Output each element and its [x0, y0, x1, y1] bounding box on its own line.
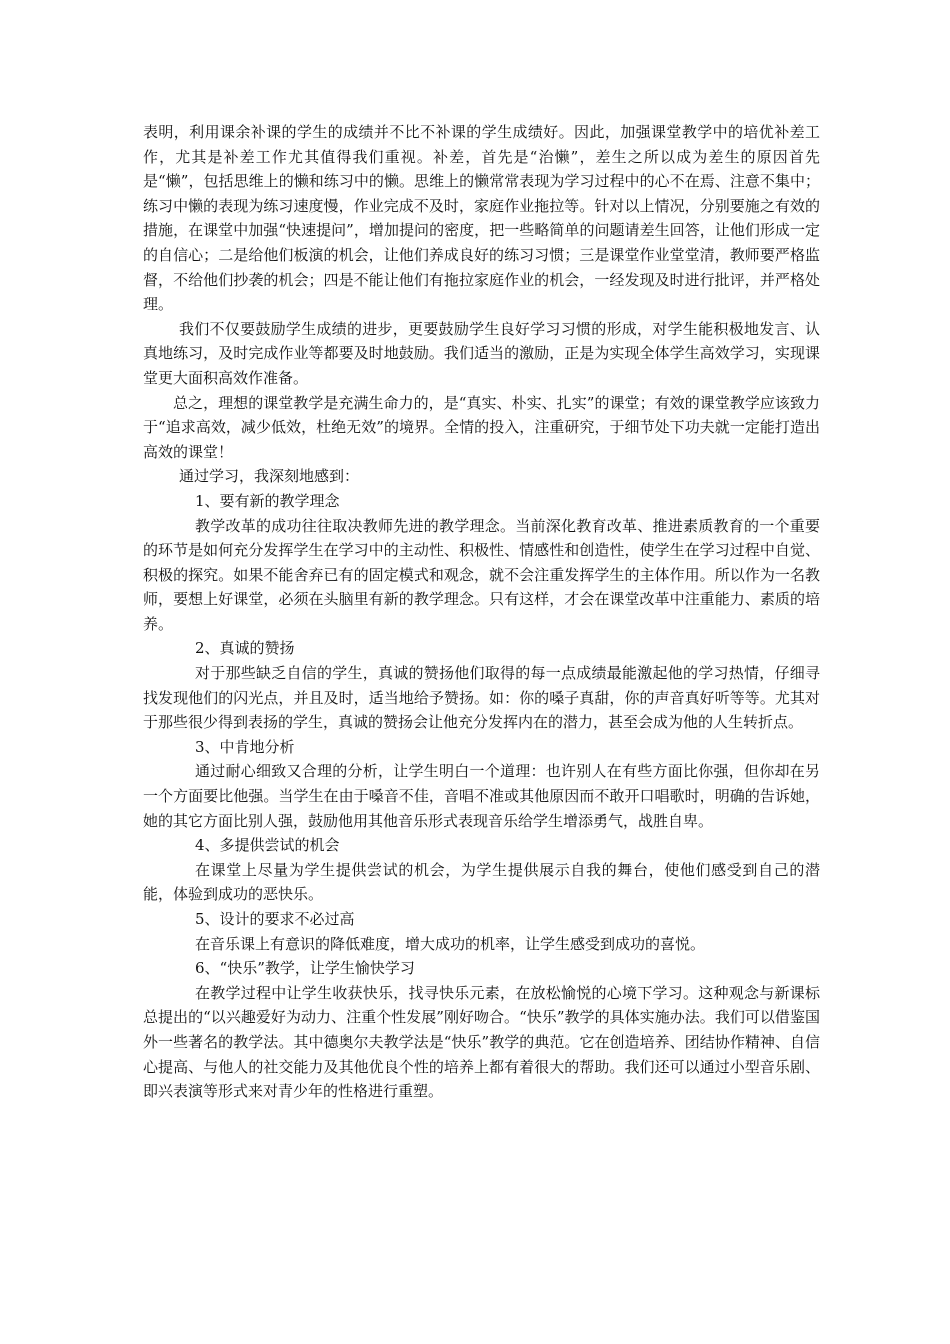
section-heading: 4、多提供尝试的机会: [195, 836, 340, 855]
section-heading: 6、“快乐”教学，让学生愉快学习: [195, 959, 415, 978]
section-heading: 1、要有新的教学理念: [195, 491, 340, 510]
paragraph: 总之，理想的课堂教学是充满生命力的，是“真实、朴实、扎实”的课堂；有效的课堂教学应该致力于“追求高效，减少低效，杜绝无效”的境界。全情的投入，注重研究，于细节处下功夫就一定能打造出高效的课堂！: [143, 393, 820, 461]
paragraph: 通过耐心细致又合理的分析，让学生明白一个道理：也许别人在有些方面比你强，但你却在另一个方面要比他强。当学生在由于嗓音不佳，音唱不准或其他原因而不敢开口唱歌时，明确的告诉她，她的其它方面比别人强，鼓励他用其他音乐形式表现音乐给学生增添勇气，战胜自卑。: [143, 762, 820, 830]
paragraph: 对于那些缺乏自信的学生，真诚的赞扬他们取得的每一点成绩最能激起他的学习热情，仔细寻找发现他们的闪光点，并且及时，适当地给予赞扬。如：你的嗓子真甜，你的声音真好听等等。尤其对于那些很少得到表扬的学生，真诚的赞扬会让他充分发挥内在的潜力，甚至会成为他的人生转折点。: [143, 664, 820, 732]
paragraph: 通过学习，我深刻地感到：: [179, 467, 360, 486]
document-body: [143, 120, 820, 1104]
paragraph: 我们不仅要鼓励学生成绩的进步，更要鼓励学生良好学习习惯的形成，对学生能积极地发言、认真地练习，及时完成作业等都要及时地鼓励。我们适当的激励，正是为实现全体学生高效学习，实现课堂更大面积高效作准备。: [143, 319, 820, 387]
paragraph: 在教学过程中让学生收获快乐，找寻快乐元素，在放松愉悦的心境下学习。这种观念与新课标总提出的“以兴趣爱好为动力、注重个性发展”刚好吻合。“快乐”教学的具体实施办法。我们可以借鉴国外一些著名的教学法。其中德奥尔夫教学法是“快乐”教学的典范。它在创造培养、团结协作精神、自信心提高、与他人的社交能力及其他优良个性的培养上都有着很大的帮助。我们还可以通过小型音乐剧、即兴表演等形式来对青少年的性格进行重塑。: [143, 983, 820, 1101]
section-heading: 5、设计的要求不必过高: [195, 910, 355, 928]
paragraph: 表明，利用课余补课的学生的成绩并不比不补课的学生成绩好。因此，加强课堂教学中的培优补差工作，尤其是补差工作尤其值得我们重视。补差，首先是“治懒”，差生之所以成为差生的原因首先是“懒”，包括思维上的懒和练习中的懒。思维上的懒常常表现为学习过程中的心不在焉、注意不集中；练习中懒的表现为练习速度慢，作业完成不及时，家庭作业拖拉等。针对以上情况，分别要施之有效的措施，在课堂中加强“快速提问”，增加提问的密度，把一些略简单的问题请差生回答，让他们形成一定的自信心；二是给他们板演的机会，让他们养成良好的练习习惯；三是课堂作业堂堂清，教师要严格监督，不给他们抄袭的机会；四是不能让他们有拖拉家庭作业的机会，一经发现及时进行批评，并严格处理。: [143, 123, 820, 314]
section-heading: 3、中肯地分析: [195, 737, 295, 756]
paragraph: 在课堂上尽量为学生提供尝试的机会，为学生提供展示自我的舞台，使他们感受到自己的潜能，体验到成功的恶快乐。: [143, 860, 820, 904]
paragraph: 在音乐课上有意识的降低难度，增大成功的机率，让学生感受到成功的喜悦。: [195, 934, 706, 953]
paragraph: 教学改革的成功往往取决教师先进的教学理念。当前深化教育改革、推进素质教育的一个重要的环节是如何充分发挥学生在学习中的主动性、积极性、情感性和创造性，使学生在学习过程中自觉、积极的探究。如果不能舍弃已有的固定模式和观念，就不会注重发挥学生的主体作用。所以作为一名教师，要想上好课堂，必须在头脑里有新的教学理念。只有这样，才会在课堂改革中注重能力、素质的培养。: [143, 516, 820, 633]
section-heading: 2、真诚的赞扬: [195, 639, 295, 658]
